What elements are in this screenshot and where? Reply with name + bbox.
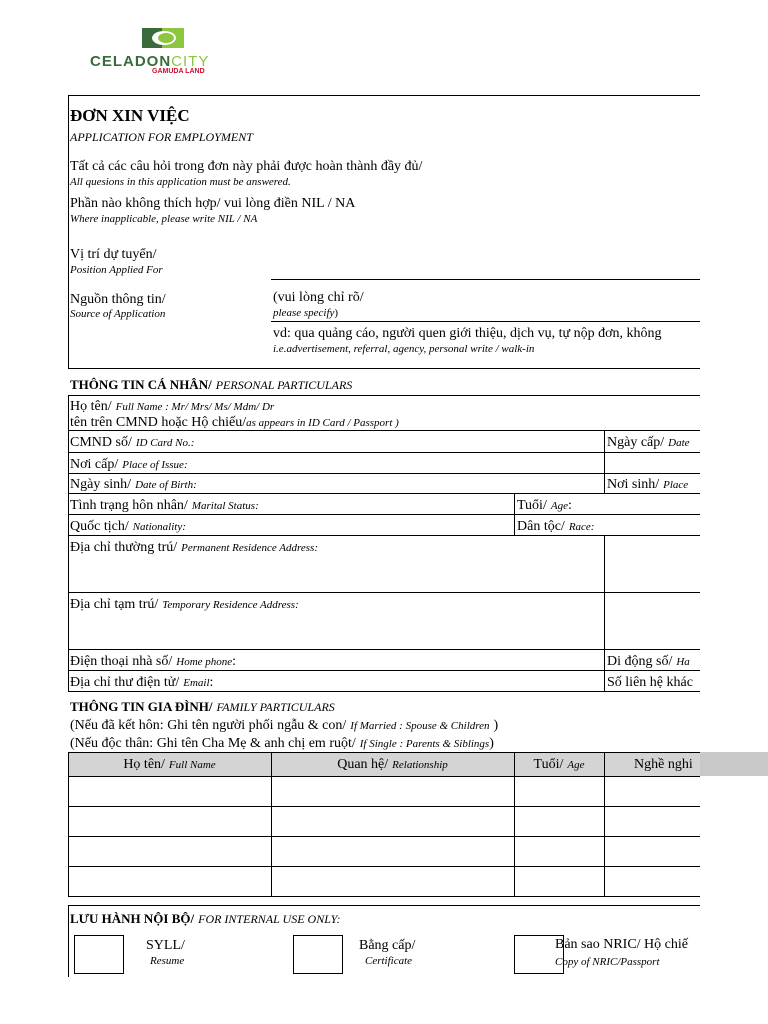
note-inapplicable-en: Where inapplicable, please write NIL / NA <box>70 213 258 225</box>
family-row[interactable] <box>69 837 700 866</box>
company-logo <box>88 26 248 78</box>
certificate-label-en: Certificate <box>365 955 413 967</box>
pob-label: Nơi sinh/ Place <box>607 477 689 492</box>
resume-label: SYLL/ <box>146 938 185 953</box>
family-col-fullname: Họ tên/ Full Name <box>123 757 216 772</box>
family-col-relationship: Quan hệ/ Relationship <box>337 757 448 772</box>
form-title: ĐƠN XIN VIỆC <box>70 106 190 125</box>
idname-label: tên trên CMND hoặc Hộ chiếu/as appears in ID Card / Passport ) <box>70 415 399 430</box>
family-single-note: (Nếu độc thân: Ghi tên Cha Mẹ & anh chị em ruột/ If Single : Parents & Siblings) <box>70 736 494 751</box>
issue-place-label: Nơi cấp/ Place of Issue: <box>70 457 188 472</box>
nric-label-en: Copy of NRIC/Passport <box>555 956 660 968</box>
family-col-age: Tuổi/ Age <box>533 757 585 772</box>
source-example: vd: qua quảng cáo, người quen giới thiệu, dịch vụ, tự nộp đơn, không <box>273 326 662 341</box>
nationality-label: Quốc tịch/ Nationality: <box>70 519 186 534</box>
marital-label: Tình trạng hôn nhân/ Marital Status: <box>70 498 259 513</box>
position-label: Vị trí dự tuyển/ <box>70 247 157 262</box>
family-col-occupation: Nghề nghi <box>634 757 693 772</box>
note-inapplicable: Phần nào không thích hợp/ vui lòng điền NIL / NA <box>70 196 356 211</box>
temporary-address-label: Địa chỉ tạm trú/ Temporary Residence Address: <box>70 597 299 612</box>
resume-label-en: Resume <box>150 955 185 967</box>
logo-name-part1: CELADON <box>90 53 172 70</box>
source-label-en: Source of Application <box>70 308 166 320</box>
certificate-checkbox[interactable] <box>293 935 343 974</box>
personal-heading: THÔNG TIN CÁ NHÂN/ PERSONAL PARTICULARS <box>70 377 353 392</box>
celadon-leaf-icon <box>140 26 190 52</box>
mobile-label: Di động số/ Ha <box>607 654 690 669</box>
permanent-address-label: Địa chỉ thường trú/ Permanent Residence Address: <box>70 540 318 555</box>
nric-label: Bản sao NRIC/ Hộ chiế <box>555 937 688 952</box>
resume-checkbox[interactable] <box>74 935 124 974</box>
family-heading: THÔNG TIN GIA ĐÌNH/ FAMILY PARTICULARS <box>70 699 335 714</box>
id-number-label: CMND số/ ID Card No.: <box>70 435 195 450</box>
internal-heading: LƯU HÀNH NỘI BỘ/ FOR INTERNAL USE ONLY: <box>70 911 341 926</box>
family-row[interactable] <box>69 777 700 806</box>
dob-label: Ngày sinh/ Date of Birth: <box>70 477 197 492</box>
issue-date-label: Ngày cấp/ Date <box>607 435 690 450</box>
family-row[interactable] <box>69 867 700 896</box>
family-row[interactable] <box>69 807 700 836</box>
source-label: Nguồn thông tin/ <box>70 292 166 307</box>
other-contact-label: Số liên hệ khác <box>607 675 693 690</box>
position-input-line[interactable] <box>271 279 700 280</box>
source-example-en: i.e.advertisement, referral, agency, personal write / walk-in <box>273 343 535 355</box>
family-married-note: (Nếu đã kết hôn: Ghi tên người phối ngẫu & con/ If Married : Spouse & Children ) <box>70 718 499 733</box>
logo-subtitle: GAMUDA LAND <box>152 68 205 75</box>
age-label: Tuổi/ Age: <box>517 498 572 513</box>
note-all-questions: Tất cả các câu hỏi trong đơn này phải được hoàn thành đầy đủ/ <box>70 159 423 174</box>
certificate-label: Bằng cấp/ <box>359 938 416 953</box>
race-label: Dân tộc/ Race: <box>517 519 595 534</box>
home-phone-label: Điện thoại nhà số/ Home phone: <box>70 654 237 669</box>
specify-label-en: please specify) <box>273 307 339 319</box>
specify-label: (vui lòng chỉ rõ/ <box>273 290 364 305</box>
form-title-en: APPLICATION FOR EMPLOYMENT <box>70 130 253 144</box>
source-input-line[interactable] <box>271 321 700 322</box>
position-label-en: Position Applied For <box>70 264 163 276</box>
logo-name-part2: CITY <box>171 53 210 70</box>
fullname-label: Họ tên/ Full Name : Mr/ Mrs/ Ms/ Mdm/ Dr <box>70 399 275 414</box>
note-all-questions-en: All quesions in this application must be answered. <box>70 176 291 188</box>
email-label: Địa chỉ thư điện tử/ Email: <box>70 675 214 690</box>
